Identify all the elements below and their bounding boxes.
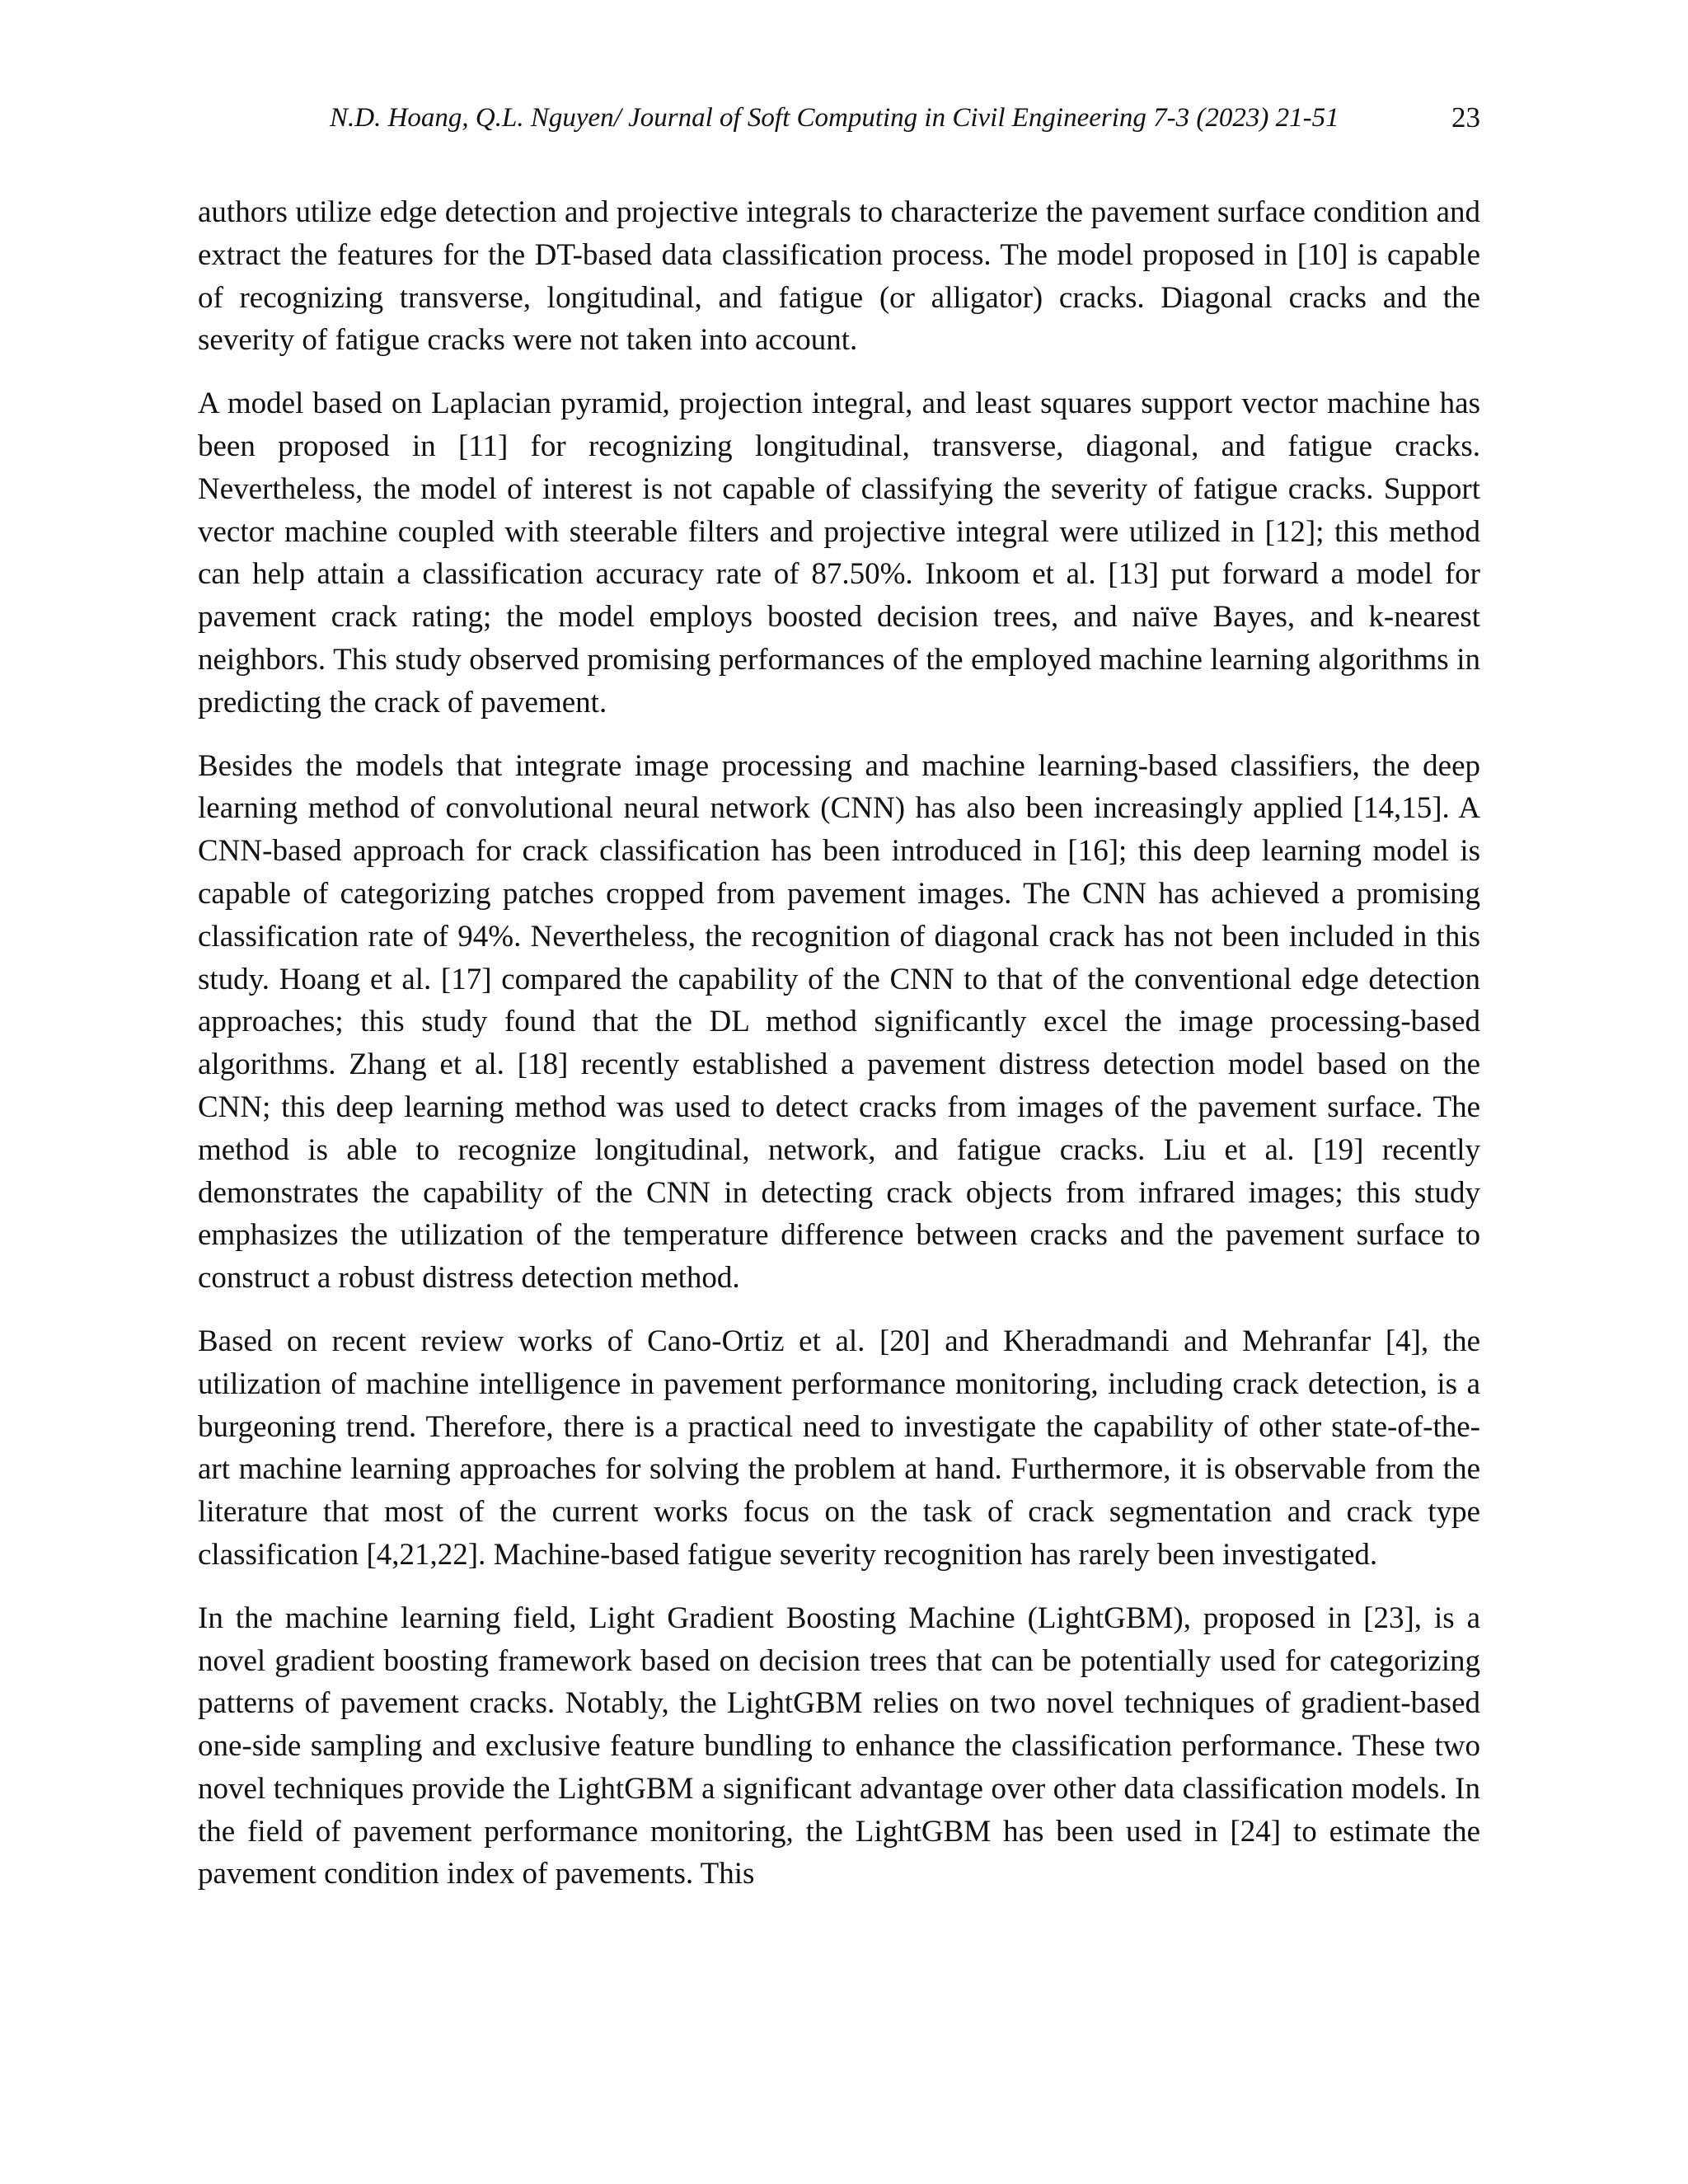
paragraph: In the machine learning field, Light Gradient Boosting Machine (LightGBM), proposed in [23], is a novel gradient boosting framework based on decision trees that can be potentially used for categorizing patterns of pavement cracks. Notably, the LightGBM relies on two novel techniques of gradient-based one-side sampling and exclusive feature bundling to enhance the classification performance. These two novel techniques provide the LightGBM a significant advantage over other data classification models. In the field of pavement performance monitoring, the LightGBM has been used in [24] to estimate the pavement condition index of pavements. This: [198, 1601, 1480, 1891]
page-number: 23: [1451, 101, 1480, 134]
paragraph: authors utilize edge detection and projective integrals to characterize the pavement surface condition and extract the features for the DT-based data classification process. The model proposed in [10] is capable of recognizing transverse, longitudinal, and fatigue (or alligator) cracks. Diagonal cracks and the severity of fatigue cracks were not taken into account.: [198, 195, 1480, 358]
paragraph: Based on recent review works of Cano-Ortiz et al. [20] and Kheradmandi and Mehranfar [4], the utilization of machine intelligence in pavement performance monitoring, including crack detection, is a burgeoning trend. Therefore, there is a practical need to investigate the capability of other state-of-the-art machine learning approaches for solving the problem at hand. Furthermore, it is observable from the literature that most of the current works focus on the task of crack segmentation and crack type classification [4,21,22]. Machine-based fatigue severity recognition has rarely been investigated.: [198, 1324, 1480, 1572]
paragraph: Besides the models that integrate image processing and machine learning-based classifiers, the deep learning method of convolutional neural network (CNN) has also been increasingly applied [14,15]. A CNN-based approach for crack classification has been introduced in [16]; this deep learning model is capable of categorizing patches cropped from pavement images. The CNN has achieved a promising classification rate of 94%. Nevertheless, the recognition of diagonal crack has not been included in this study. Hoang et al. [17] compared the capability of the CNN to that of the conventional edge detection approaches; this study found that the DL method significantly excel the image processing-based algorithms. Zhang et al. [18] recently established a pavement distress detection model based on the CNN; this deep learning method was used to detect cracks from images of the pavement surface. The method is able to recognize longitudinal, network, and fatigue cracks. Liu et al. [19] recently demonstrates the capability of the CNN in detecting crack objects from infrared images; this study emphasizes the utilization of the temperature difference between cracks and the pavement surface to construct a robust distress detection method.: [198, 748, 1480, 1296]
journal-citation: N.D. Hoang, Q.L. Nguyen/ Journal of Soft Computing in Civil Engineering 7-3 (2023) 21-51: [330, 103, 1339, 133]
running-header: [198, 97, 1480, 138]
body-text: [198, 191, 1480, 1916]
paragraph: A model based on Laplacian pyramid, projection integral, and least squares support vector machine has been proposed in [11] for recognizing longitudinal, transverse, diagonal, and fatigue cracks. Nevertheless, the model of interest is not capable of classifying the severity of fatigue cracks. Support vector machine coupled with steerable filters and projective integral were utilized in [12]; this method can help attain a classification accuracy rate of 87.50%. Inkoom et al. [13] put forward a model for pavement crack rating; the model employs boosted decision trees, and naïve Bayes, and k-nearest neighbors. This study observed promising performances of the employed machine learning algorithms in predicting the crack of pavement.: [198, 387, 1480, 719]
